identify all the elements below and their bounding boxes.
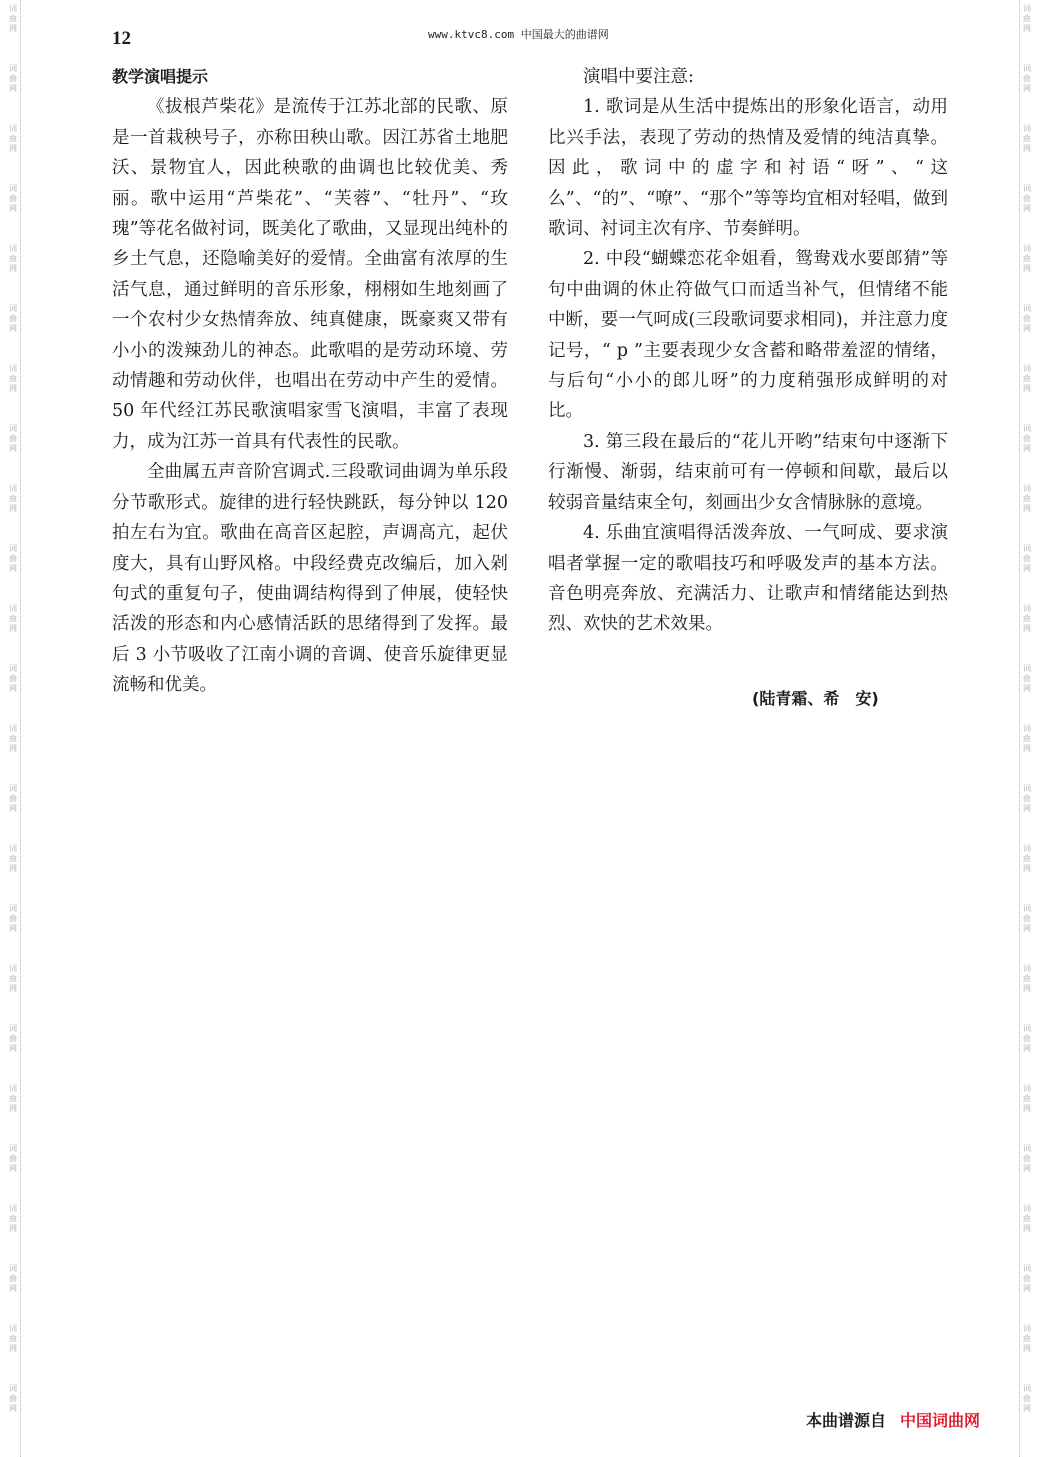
footer-source-label: 本曲谱源自	[806, 1411, 887, 1430]
watermark-text: 词曲网	[9, 1084, 17, 1113]
watermark-text: 词曲网	[9, 364, 17, 393]
section-heading: 演唱中要注意:	[583, 67, 694, 87]
watermark-text: 词曲网	[9, 724, 17, 753]
note-item: 1. 歌词是从生活中提炼出的形象化语言，动用比兴手法，表现了劳动的热情及爱情的纯洁真挚。因此，歌词中的虚字和衬语“呀”、“这么”、“的”、“嘹”、“那个”等等均宜相对轻唱，做到歌词、衬词主次有序、节奏鲜明。	[548, 97, 948, 240]
watermark-text: 词曲网	[1023, 1144, 1031, 1173]
watermark-text: 词曲网	[1023, 4, 1031, 33]
watermark-text: 词曲网	[9, 184, 17, 213]
watermark-text: 词曲网	[1023, 484, 1031, 513]
watermark-text: 词曲网	[1023, 184, 1031, 213]
watermark-text: 词曲网	[9, 964, 17, 993]
watermark-text: 词曲网	[9, 1144, 17, 1173]
paragraph: 《拔根芦柴花》是流传于江苏北部的民歌、原是一首栽秧号子，亦称田秧山歌。因江苏省土地肥沃、景物宜人，因此秧歌的曲调也比较优美、秀丽。歌中运用“芦柴花”、“芙蓉”、“牡丹”、“玫瑰”等花名做衬词，既美化了歌曲，又显现出纯朴的乡土气息，还隐喻美好的爱情。全曲富有浓厚的生活气息，通过鲜明的音乐形象，栩栩如生地刻画了一个农村少女热情奔放、纯真健康，既豪爽又带有小小的泼辣劲儿的神态。此歌唱的是劳动环境、劳动情趣和劳动伙伴，也唱出在劳动中产生的爱情。 50 年代经江苏民歌演唱家雪飞演唱，丰富了表现力，成为江苏一首具有代表性的民歌。	[112, 97, 508, 452]
watermark-text: 词曲网	[9, 904, 17, 933]
watermark-text: 词曲网	[1023, 64, 1031, 93]
header-site-url: www.ktvc8.com 中国最大的曲谱网	[428, 28, 609, 41]
watermark-text: 词曲网	[9, 64, 17, 93]
watermark-text: 词曲网	[9, 4, 17, 33]
left-watermark-strip	[6, 0, 21, 1457]
note-item: 2. 中段“蝴蝶恋花伞姐看，鸳鸯戏水要郎猜”等句中曲调的休止符做气口而适当补气，但情绪不能中断，要一气呵成(三段歌词要求相同)，并注意力度记号，“ p ”主要表现少女含蓄和略带羞涩的情绪，与后句“小小的郎儿呀”的力度稍强形成鲜明的对比。	[548, 249, 948, 422]
watermark-text: 词曲网	[1023, 964, 1031, 993]
watermark-text: 词曲网	[1023, 604, 1031, 633]
watermark-text: 词曲网	[1023, 364, 1031, 393]
watermark-text: 词曲网	[9, 604, 17, 633]
watermark-text: 词曲网	[1023, 1324, 1031, 1353]
watermark-text: 词曲网	[1023, 724, 1031, 753]
watermark-text: 词曲网	[9, 1024, 17, 1053]
watermark-text: 词曲网	[1023, 1084, 1031, 1113]
watermark-text: 词曲网	[1023, 124, 1031, 153]
paragraph: 全曲属五声音阶宫调式.三段歌词曲调为单乐段分节歌形式。旋律的进行轻快跳跃，每分钟以 120 拍左右为宜。歌曲在高音区起腔，声调高亢，起伏度大，具有山野风格。中段经费克改编后，加入剁句式的重复句子，使曲调结构得到了伸展，使轻快活泼的形态和内心感情活跃的思绪得到了发挥。最后 3 小节吸收了江南小调的音调、使音乐旋律更显流畅和优美。	[112, 462, 508, 696]
footer-source	[806, 1408, 980, 1431]
watermark-text: 词曲网	[9, 1264, 17, 1293]
watermark-text: 词曲网	[1023, 784, 1031, 813]
watermark-text: 词曲网	[1023, 244, 1031, 273]
note-item: 3. 第三段在最后的“花儿开哟”结束句中逐渐下行渐慢、渐弱，结束前可有一停顿和间歇，最后以较弱音量结束全句，刻画出少女含情脉脉的意境。	[548, 431, 948, 513]
watermark-text: 词曲网	[1023, 1024, 1031, 1053]
right-watermark-strip	[1019, 0, 1034, 1457]
watermark-text: 词曲网	[9, 1204, 17, 1233]
watermark-text: 词曲网	[1023, 1384, 1031, 1413]
watermark-text: 词曲网	[9, 484, 17, 513]
watermark-text: 词曲网	[9, 1324, 17, 1353]
section-heading: 教学演唱提示	[112, 67, 209, 86]
watermark-text: 词曲网	[9, 664, 17, 693]
watermark-text: 词曲网	[1023, 544, 1031, 573]
watermark-text: 词曲网	[1023, 844, 1031, 873]
note-item: 4. 乐曲宜演唱得活泼奔放、一气呵成、要求演唱者掌握一定的歌唱技巧和呼吸发声的基本方法。音色明亮奔放、充满活力、让歌声和情绪能达到热烈、欢快的艺术效果。	[548, 523, 948, 635]
watermark-text: 词曲网	[1023, 424, 1031, 453]
footer-brand-link[interactable]: 中国词曲网	[900, 1411, 981, 1430]
watermark-text: 词曲网	[9, 124, 17, 153]
watermark-text: 词曲网	[1023, 1264, 1031, 1293]
watermark-text: 词曲网	[1023, 664, 1031, 693]
watermark-text: 词曲网	[1023, 304, 1031, 333]
left-column	[112, 62, 508, 701]
page-number: 12	[112, 28, 131, 49]
watermark-text: 词曲网	[9, 844, 17, 873]
watermark-text: 词曲网	[9, 304, 17, 333]
watermark-text: 词曲网	[9, 544, 17, 573]
author-credit: (陆青霜、希 安)	[752, 689, 879, 708]
watermark-text: 词曲网	[9, 784, 17, 813]
watermark-text: 词曲网	[9, 424, 17, 453]
watermark-text: 词曲网	[1023, 904, 1031, 933]
watermark-text: 词曲网	[9, 1384, 17, 1413]
watermark-text: 词曲网	[9, 244, 17, 273]
right-column	[548, 62, 948, 640]
watermark-text: 词曲网	[1023, 1204, 1031, 1233]
